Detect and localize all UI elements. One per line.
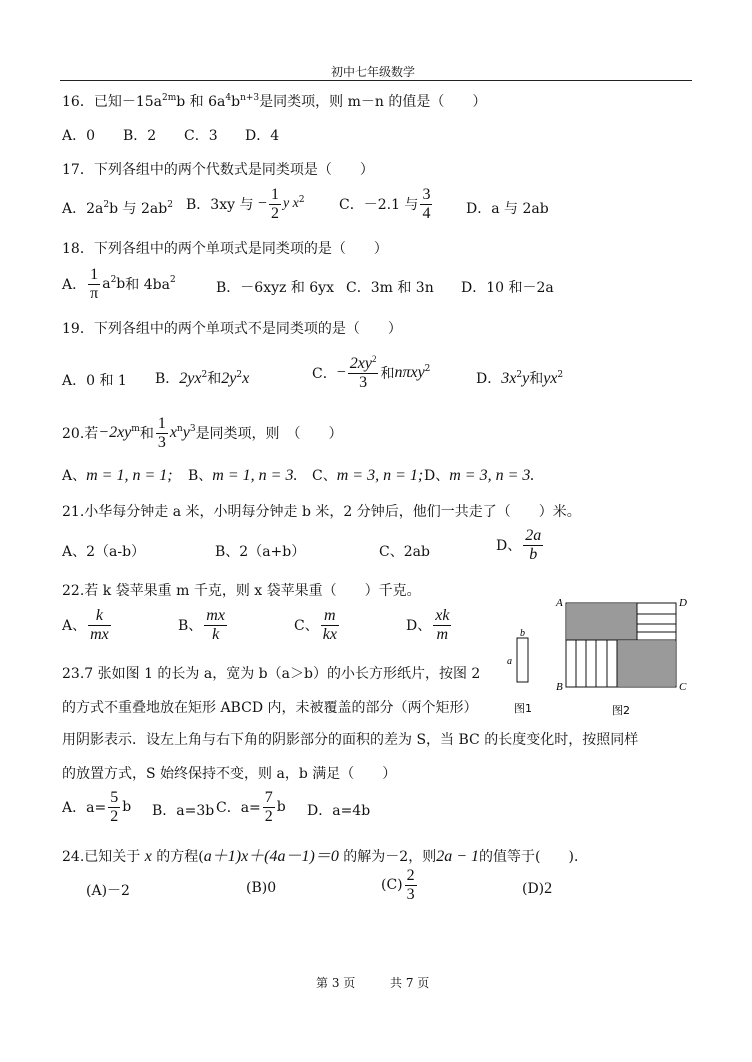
fig2-shade-bottom-right: [617, 641, 675, 686]
q17-option-c: C．－2.1 与 $\frac{3}{4}$: [339, 186, 431, 222]
q16-option-d: D．4: [245, 128, 280, 144]
fig2-vertex-c: C: [679, 681, 687, 693]
q20-option-d: D、m = 3, n = 3.: [424, 467, 535, 484]
q19-option-b: B．$2yx^2$和$2y^2x$: [155, 370, 250, 387]
fig1-label: 图1: [514, 702, 532, 715]
footer-total-pages: 共 7 页: [390, 976, 430, 990]
question-23-line-2: 的方式不重叠地放在矩形 ABCD 内，未被覆盖的部分（两个矩形）: [62, 700, 478, 716]
question-23-line-4: 的放置方式，S 始终保持不变，则 a，b 满足（ ）: [62, 766, 397, 782]
q18-option-b: B．－6xyz 和 6yx: [216, 280, 334, 296]
question-24-stem: 24.已知关于 x 的方程(a＋1)x＋(4a－1)＝0 的解为－2，则2a − 1的值等于( )．: [62, 848, 588, 865]
q20-option-a: A、m = 1, n = 1;: [62, 467, 173, 484]
q20-option-b: B、m = 1, n = 3.: [188, 467, 298, 484]
q21-option-a: A、2（a-b）: [62, 544, 146, 560]
q16-option-b: B．2: [123, 128, 157, 144]
q22-option-c: C、 $\frac{m}{kx}$: [294, 607, 337, 643]
q24-option-c: (C) $\frac{2}{3}$: [381, 867, 415, 903]
fig2-vertex-a: A: [556, 597, 563, 609]
q17-option-a: A．$2a^2b$ 与 $2ab^2$: [62, 200, 173, 217]
q16-option-c: C．3: [184, 128, 218, 144]
q19-option-d: D．$3x^2y$和$yx^2$: [476, 370, 564, 387]
q23-figures: [500, 592, 700, 722]
page-header-title: 初中七年级数学: [331, 65, 416, 79]
q22-option-b: B、 $\frac{mx}{k}$: [178, 607, 225, 643]
fig1-side-a: a: [507, 656, 512, 667]
q21-option-d: D、 $\frac{2a}{b}$: [496, 527, 542, 563]
q23-option-a: A．a= $\frac{5}{2}$ b: [62, 789, 132, 825]
q23-option-c: C．a= $\frac{7}{2}$ b: [216, 789, 286, 825]
question-22-stem: 22.若 k 袋苹果重 m 千克，则 x 袋苹果重（ ）千克。: [62, 583, 421, 599]
fig2-vertex-b: B: [556, 681, 563, 693]
q18-option-d: D．10 和－2a: [461, 280, 554, 296]
q23-option-d: D．a=4b: [307, 803, 371, 819]
question-23-line-1: 23.7 张如图 1 的长为 a，宽为 b（a＞b）的小长方形纸片，按图 2: [62, 666, 481, 682]
fig1-rectangle: [517, 638, 528, 682]
fig1-side-b: b: [520, 628, 525, 639]
question-17-stem: 17．下列各组中的两个代数式是同类项是（ ）: [62, 162, 374, 178]
q17-option-d: D．a 与 2ab: [466, 201, 549, 217]
q24-option-b: (B)0: [246, 880, 277, 896]
q18-option-a: A． $\frac{1}{\pi}$ $a^2b$和 $4ba^2$: [62, 266, 176, 302]
q18-option-c: C．3m 和 3n: [346, 280, 434, 296]
fig2-shade-top-left: [567, 604, 637, 640]
q22-option-a: A、 $\frac{k}{mx}$: [62, 607, 109, 643]
question-23-line-3: 用阴影表示．设左上角与右下角的阴影部分的面积的差为 S，当 BC 的长度变化时，按照同样: [62, 732, 639, 748]
q24-option-d: (D)2: [522, 880, 553, 897]
footer-page-number: 第 3 页: [316, 976, 356, 990]
question-19-stem: 19．下列各组中的两个单项式不是同类项的是（ ）: [62, 321, 402, 337]
question-21-stem: 21.小华每分钟走 a 米，小明每分钟走 b 米，2 分钟后，他们一共走了（ ）米。: [62, 504, 581, 520]
fig2-vertex-d: D: [679, 597, 687, 609]
fig2-label: 图2: [612, 704, 630, 717]
question-18-stem: 18．下列各组中的两个单项式是同类项的是（ ）: [62, 241, 388, 257]
q19-option-c: C．− $\frac{2xy^2}{3}$ 和nπxy$^2$: [312, 354, 431, 391]
q24-option-a: (A)－2: [86, 883, 130, 899]
header-divider: [60, 80, 692, 81]
q21-option-b: B、2（a+b）: [215, 544, 306, 560]
q16-option-a: A．0: [62, 128, 96, 144]
q19-option-a: A．0 和 1: [62, 373, 127, 389]
q22-option-d: D、 $\frac{xk}{m}$: [406, 607, 450, 643]
q20-option-c: C、m = 3, n = 1;: [312, 467, 424, 484]
question-20-stem: 20.若$-2xy^m$和 $\frac{1}{3}$ $x^ny^3$是同类项，则 （ ）: [62, 415, 343, 451]
question-16-stem: 16．已知$-15a^{2m}b$ 和 $6a^4b^{n+3}$是同类项，则 m－n 的值是（ ）: [62, 93, 487, 110]
q21-option-c: C、2ab: [379, 544, 430, 560]
q23-option-b: B．a=3b: [152, 803, 215, 819]
q17-option-b: B．3xy 与 − $\frac{1}{2}$ y $x^2$: [186, 186, 305, 222]
